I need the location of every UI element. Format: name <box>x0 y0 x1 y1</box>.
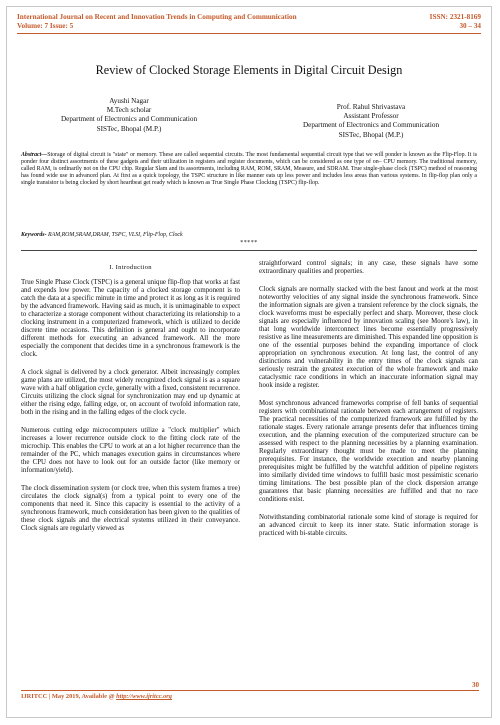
paragraph: Most synchronous advanced frameworks comprise of fell banks of sequential registers with combinational rationale between each arrangement of registers. The practical necessities of the computerized framework are fulfilled by the rationale stages. Every rationale arrange presents defer that influences timing execution, and the planning execution of the computerized structure can be assessed with respect to the planning necessities by a planning examination. Regularly extraordinary thought must be made to meet the planning prerequisites. For instance, the worldwide execution and nearby planning prerequisites might be fulfilled by the watchful addition of pipeline registers into similarly divided time windows to fulfill basic most pessimistic scenario timing limitations. The best possible plan of the clock dispersion arrange guarantees that basic planning necessities are fulfilled and that no race conditions exist. <box>259 400 478 503</box>
header-rule <box>17 33 481 34</box>
author-inst: SISTec, Bhopal (M.P.) <box>96 124 162 133</box>
abstract <box>21 152 477 187</box>
paragraph: The clock dissemination system (or clock tree, when this system frames a tree) circulates the clock signal(s) from a typical point to every one of the components that need it. Since this capacity is essential to the activity of a synchronous framework, much consideration has been given to the qualities of these clock signals and the electrical systems utilized in their conveyance. Clock signals are regularly viewed as <box>21 485 240 532</box>
author-name: Prof. Rahul Shrivastava <box>336 103 406 111</box>
author-dept: Department of Electronics and Communication <box>60 115 198 124</box>
footer-rule <box>21 690 479 691</box>
author-role: M.Tech scholar <box>106 106 152 115</box>
author-role: Assistant Professor <box>343 112 399 121</box>
page-number: 30 <box>472 681 479 689</box>
author-block-2 <box>285 103 457 140</box>
author-block-1 <box>43 97 215 134</box>
paragraph: Clock signals are normally stacked with the best fanout and work at the most noteworthy velocities of any signal inside the synchronous framework. Since the information signals are given a transient reference by the clock signals, the clock waveforms must be especially perfect and sharp. Moreover, these clock signals are especially influenced by innovation scaling (see Moore's law), in that long worldwide interconnect lines become essentially progressively resistive as line measurements are diminished. This expanded line opposition is one of the essential purposes behind the expanding importance of clock appropriation on synchronous execution. At long last, the control of any distinctions and vulnerability in the entry times of the clock signals can seriously restrain the greatest execution of the whole framework and make cataclysmic race conditions in which an inaccurate information signal may hook inside a register. <box>259 286 478 389</box>
paragraph: Notwithstanding combinatorial rationale some kind of storage is required for an advanced circuit to keep its inner state. Static information storage is practiced with bi-stable circuits. <box>259 514 478 537</box>
separator-stars: ***** <box>240 240 258 246</box>
right-column <box>259 260 478 548</box>
footer-label: IJRITCC | May 2019, Available @ <box>21 693 117 700</box>
paragraph: straightforward control signals; in any case, these signals have some extraordinary qualities and properties. <box>259 260 478 275</box>
left-column <box>21 260 240 543</box>
paragraph: Numerous cutting edge microcomputers utilize a "clock multiplier" which increases a lower recurrence outside clock to the fitting clock rate of the microchip. This enables the CPU to work at an a lot higher recurrence than the remainder of the PC, which manages execution gains in circumstances where the CPU does not have to look out for an outside factor (like memory or information/yield). <box>21 427 240 474</box>
section-heading: I. Introduction <box>109 264 152 271</box>
issn: ISSN: 2321-8169 <box>429 13 481 21</box>
page-range: 30 – 34 <box>459 22 481 30</box>
author-inst: SISTec, Bhopal (M.P.) <box>338 130 404 139</box>
journal-name: International Journal on Recent and Innovation Trends in Computing and Communication <box>17 13 297 21</box>
header-right <box>430 13 481 31</box>
footer-text <box>21 693 172 700</box>
paper-title: Review of Clocked Storage Elements in Digital Circuit Design <box>95 63 403 77</box>
volume-issue: Volume: 7 Issue: 5 <box>17 22 74 30</box>
separator-rule <box>21 250 477 251</box>
header-left <box>17 13 297 31</box>
keywords <box>21 232 477 238</box>
paper-page <box>6 6 492 718</box>
keywords-text: RAM,ROM,SRAM,DRAM, TSPC, VLSI, Flip-Flop, Clock <box>46 232 183 238</box>
keywords-label: Keywords- <box>21 232 47 238</box>
footer-link[interactable]: http://www.ijritcc.org <box>116 693 172 700</box>
author-name: Ayushi Nagar <box>109 97 149 105</box>
author-dept: Department of Electronics and Communication <box>302 121 440 130</box>
paragraph: True Single Phase Clock (TSPC) is a general unique flip-flop that works at fast and expends low power. The capacity of a clocked storage component is to catch the data at a specific minute in time and protect it as long as it is required by the advanced framework. Having said as much, it is unimaginable to expect to characterize a storage component without characterizing its relationship to a clocking instrument in a computerized framework, which is utilized to decide discrete time occasions. This definition is general and ought to incorporate different methods for executing an advanced framework. All the more especially the component that decides time in a synchronous framework is the clock. <box>21 279 240 358</box>
abstract-label: Abstract— <box>21 152 48 158</box>
abstract-text: Storage of digital circuit is "state" or memory. These are called sequential circuits. The most fundamental sequential circuit type that we will ponder is known as the Flip-Flop. It is ponder four distinct assortments of these gadgets and their utilization in registers and register documents, which can be considered as one type of on– CPU memory. The traditional memory, called RAM, is ordinarily not on the CPU chip. Regular Slam and its assortments, including RAM, ROM, SRAM, Measure, and SDRAM. True single-phase clock (TSPC) method of reasoning has found wide use in advanced plan. At first as a quick topology, the TSPC structure in like manner eats up less power and includes less areas than various systems. In flip-flop plan only a single transistor is being clocked by short heartbeat get ready which is known as True Single Phase Clocking (TSPC) flip-flop. <box>21 152 477 187</box>
paragraph: A clock signal is delivered by a clock generator. Albeit increasingly complex game plans are utilized, the most widely recognized clock signal is as a square wave with a half obligation cycle, generally with a fixed, consistent recurrence. Circuits utilizing the clock signal for synchronization may end up dynamic at either the rising edge, falling edge, or, on account of twofold information rate, both in the rising and in the falling edges of the clock cycle. <box>21 369 240 416</box>
